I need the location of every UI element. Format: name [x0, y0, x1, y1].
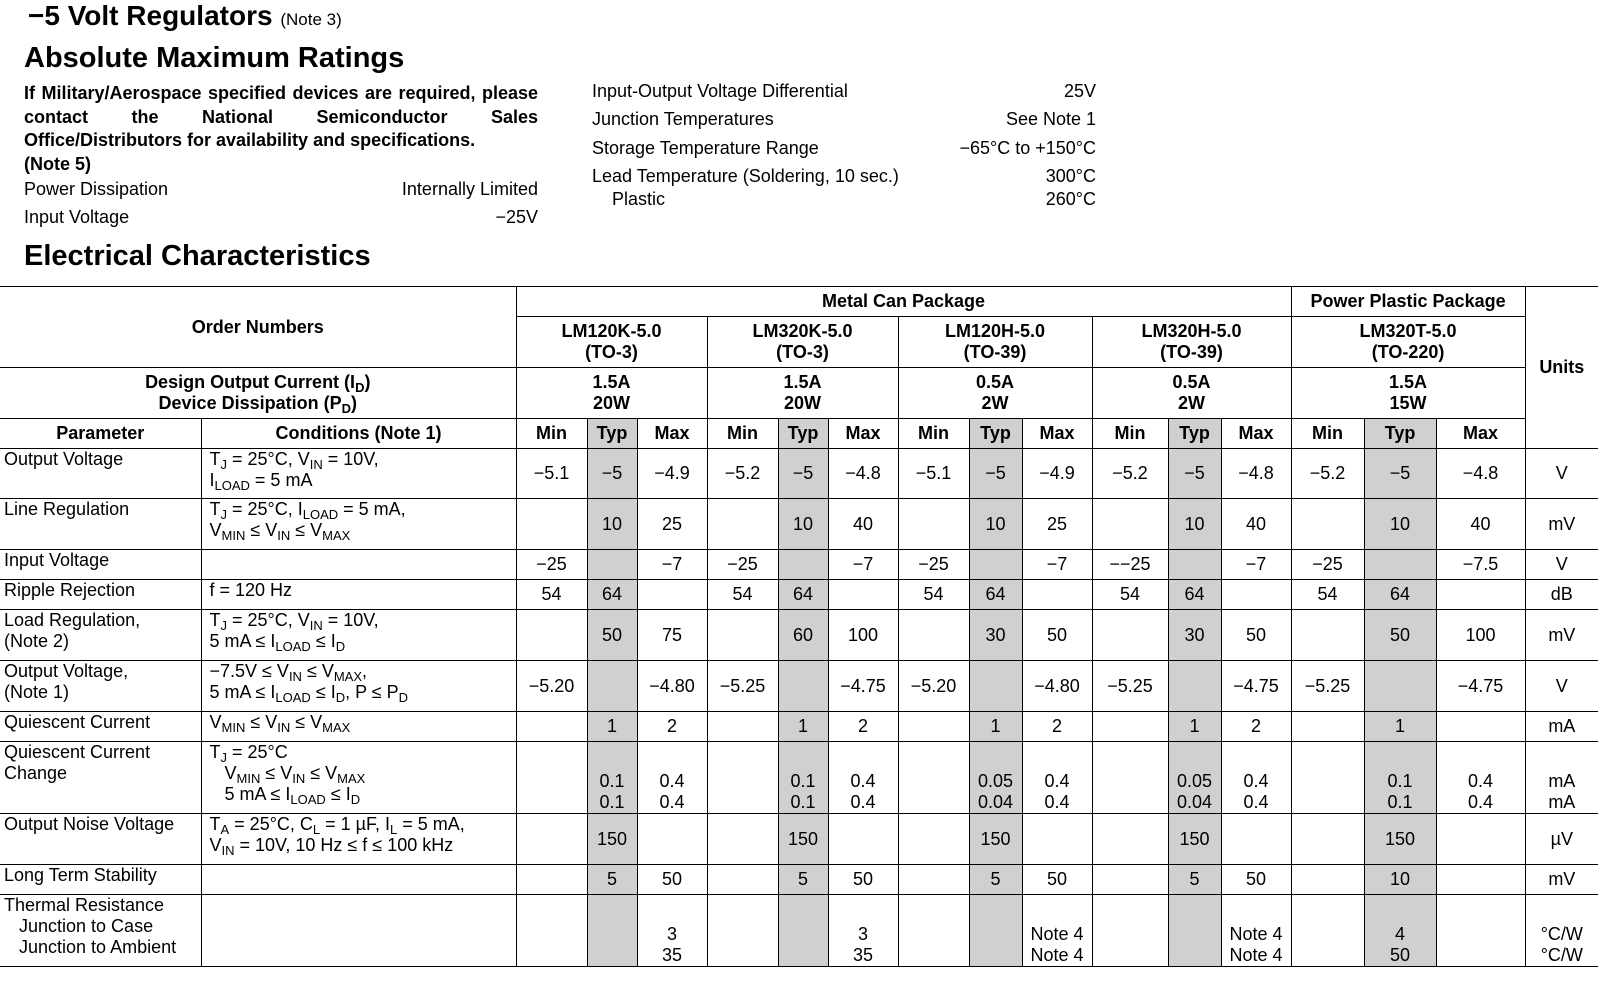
value-cell [898, 499, 969, 550]
parameter-cell: Long Term Stability [0, 865, 201, 895]
value-cell: 10 [587, 499, 637, 550]
value-cell: 1 [969, 712, 1022, 742]
rating-lead-temp: Lead Temperature (Soldering, 10 sec.) 300°C [592, 166, 1096, 186]
value-cell [778, 661, 828, 712]
value-cell [969, 895, 1022, 967]
table-row [0, 449, 1598, 499]
conditions-cell: $T_J = 25^\circ C$, $I_{LOAD} = 5$ mA, $V_{MIN} \le V_{IN} \le V_{MAX}$ [201, 499, 516, 550]
value-cell: −5 [1364, 449, 1436, 499]
value-cell [1291, 499, 1364, 550]
value-cell [778, 550, 828, 580]
value-cell [587, 550, 637, 580]
value-cell: 50 [587, 610, 637, 661]
typ-header: Typ [778, 419, 828, 449]
value-cell: −5 [778, 449, 828, 499]
value-cell [1364, 661, 1436, 712]
parameter-cell: Output Noise Voltage [0, 814, 201, 865]
conditions-cell [201, 550, 516, 580]
value-cell [1436, 865, 1525, 895]
page-title: −5 Volt Regulators (Note 3) [28, 0, 342, 31]
value-cell: 0.4 0.4 [637, 742, 707, 814]
max-header: Max [637, 419, 707, 449]
value-cell: −7.5 [1436, 550, 1525, 580]
value-cell [1168, 550, 1221, 580]
order-numbers-header: Order Numbers [0, 287, 516, 368]
value-cell: −4.80 [1022, 661, 1092, 712]
value-cell: 100 [828, 610, 898, 661]
value-cell: −−25 [1092, 550, 1168, 580]
value-cell: 5 [587, 865, 637, 895]
conditions-cell: $T_J = 25^\circ C$ $V_{MIN} \le V_{IN} \le V_{MAX}$ 5 mA ≤ $I_{LOAD} \le I_D$ [201, 742, 516, 814]
part-rating-lm320t-5.0: 1.5A 15W [1291, 368, 1525, 419]
value-cell: −25 [898, 550, 969, 580]
value-cell [707, 499, 778, 550]
min-header: Min [1291, 419, 1364, 449]
conditions-cell: f = 120 Hz [201, 580, 516, 610]
table-row [0, 499, 1598, 550]
value-cell: −5.1 [516, 449, 587, 499]
amr-heading: Absolute Maximum Ratings [24, 42, 405, 74]
unit-cell: V [1525, 661, 1598, 712]
value-cell [637, 580, 707, 610]
value-cell [587, 895, 637, 967]
value-cell: 150 [1364, 814, 1436, 865]
typ-header: Typ [1168, 419, 1221, 449]
value-cell: −4.80 [637, 661, 707, 712]
value-cell [1092, 742, 1168, 814]
value-cell [1436, 712, 1525, 742]
unit-cell: µV [1525, 814, 1598, 865]
value-cell: 2 [637, 712, 707, 742]
unit-cell: mV [1525, 610, 1598, 661]
value-cell: 150 [778, 814, 828, 865]
value-cell [1291, 814, 1364, 865]
value-cell [1092, 814, 1168, 865]
value-cell [707, 742, 778, 814]
value-cell [1092, 712, 1168, 742]
table-row [0, 895, 1598, 967]
unit-cell: °C/W °C/W [1525, 895, 1598, 967]
table-row [0, 865, 1598, 895]
value-cell: Note 4 Note 4 [1022, 895, 1092, 967]
value-cell: 2 [1022, 712, 1092, 742]
value-cell: 50 [1364, 610, 1436, 661]
value-cell [516, 865, 587, 895]
unit-cell: mV [1525, 499, 1598, 550]
value-cell: −5.25 [1092, 661, 1168, 712]
value-cell [1092, 499, 1168, 550]
value-cell: −4.8 [828, 449, 898, 499]
value-cell [1092, 895, 1168, 967]
value-cell [1291, 742, 1364, 814]
value-cell: −5.25 [1291, 661, 1364, 712]
metal-can-header: Metal Can Package [516, 287, 1291, 317]
conditions-header: Conditions (Note 1) [201, 419, 516, 449]
value-cell: 1 [1168, 712, 1221, 742]
parameter-cell: Ripple Rejection [0, 580, 201, 610]
value-cell [516, 712, 587, 742]
value-cell: −5.2 [1291, 449, 1364, 499]
max-header: Max [1221, 419, 1291, 449]
value-cell [1291, 712, 1364, 742]
value-cell [1221, 814, 1291, 865]
value-cell [707, 895, 778, 967]
parameter-cell: Line Regulation [0, 499, 201, 550]
value-cell: −5 [587, 449, 637, 499]
value-cell [516, 895, 587, 967]
value-cell [707, 814, 778, 865]
max-header: Max [1436, 419, 1525, 449]
value-cell: 54 [1291, 580, 1364, 610]
value-cell [1436, 895, 1525, 967]
value-cell: −7 [1221, 550, 1291, 580]
value-cell: 50 [1221, 865, 1291, 895]
value-cell: 40 [828, 499, 898, 550]
value-cell: 54 [898, 580, 969, 610]
parameter-header: Parameter [0, 419, 201, 449]
value-cell: −4.75 [828, 661, 898, 712]
value-cell: 50 [828, 865, 898, 895]
conditions-cell: $T_A = 25^\circ C$, $C_L = 1$ µF, $I_L = 5$ mA, $V_{IN} = 10V$, 10 Hz ≤ f ≤ 100 kHz [201, 814, 516, 865]
conditions-cell: $-7.5V \le V_{IN} \le V_{MAX}$, 5 mA ≤ $I_{LOAD} \le I_D$, $P \le P_D$ [201, 661, 516, 712]
value-cell: 0.4 0.4 [828, 742, 898, 814]
value-cell: 50 [1221, 610, 1291, 661]
part-rating-lm320h-5.0: 0.5A 2W [1092, 368, 1291, 419]
value-cell: 64 [1168, 580, 1221, 610]
units-header: Units [1525, 287, 1598, 449]
value-cell: 1 [587, 712, 637, 742]
value-cell: −5.2 [1092, 449, 1168, 499]
value-cell [1022, 814, 1092, 865]
value-cell: 0.4 0.4 [1221, 742, 1291, 814]
value-cell: −5.20 [898, 661, 969, 712]
value-cell: −4.9 [637, 449, 707, 499]
value-cell: 150 [587, 814, 637, 865]
value-cell: 3 35 [637, 895, 707, 967]
value-cell [637, 814, 707, 865]
rating-junction-temps: Junction Temperatures See Note 1 [592, 109, 1096, 129]
value-cell: 5 [778, 865, 828, 895]
parameter-cell: Output Voltage [0, 449, 201, 499]
value-cell [516, 814, 587, 865]
value-cell: 30 [1168, 610, 1221, 661]
value-cell: 150 [969, 814, 1022, 865]
value-cell [516, 742, 587, 814]
value-cell [898, 712, 969, 742]
value-cell: 64 [969, 580, 1022, 610]
value-cell: −5.20 [516, 661, 587, 712]
typ-header: Typ [1364, 419, 1436, 449]
value-cell [1436, 814, 1525, 865]
electrical-characteristics-table [0, 286, 1598, 967]
typ-header: Typ [587, 419, 637, 449]
value-cell [1092, 610, 1168, 661]
value-cell: 0.05 0.04 [969, 742, 1022, 814]
min-header: Min [707, 419, 778, 449]
value-cell: −4.9 [1022, 449, 1092, 499]
value-cell: −5 [1168, 449, 1221, 499]
value-cell: 54 [707, 580, 778, 610]
value-cell [1364, 550, 1436, 580]
unit-cell: V [1525, 449, 1598, 499]
design-current-label: Design Output Current $(I_D)$ [145, 372, 371, 395]
rating-lead-temp-plastic: Plastic 260°C [612, 189, 1096, 209]
value-cell: 5 [969, 865, 1022, 895]
value-cell: 1 [1364, 712, 1436, 742]
table-row [0, 661, 1598, 712]
value-cell: 54 [516, 580, 587, 610]
value-cell [1092, 865, 1168, 895]
value-cell: −5.2 [707, 449, 778, 499]
value-cell [516, 499, 587, 550]
device-dissipation-label: Device Dissipation $(P_D)$ [158, 393, 357, 416]
value-cell [707, 610, 778, 661]
min-header: Min [516, 419, 587, 449]
value-cell: −7 [828, 550, 898, 580]
parameter-cell: Load Regulation, (Note 2) [0, 610, 201, 661]
value-cell: 2 [1221, 712, 1291, 742]
value-cell: −4.75 [1436, 661, 1525, 712]
value-cell: 5 [1168, 865, 1221, 895]
value-cell: 50 [1022, 610, 1092, 661]
unit-cell: mA mA [1525, 742, 1598, 814]
conditions-cell [201, 865, 516, 895]
value-cell: 0.1 0.1 [778, 742, 828, 814]
value-cell: 25 [1022, 499, 1092, 550]
unit-cell: V [1525, 550, 1598, 580]
value-cell: −4.8 [1436, 449, 1525, 499]
part-rating-lm120k-5.0: 1.5A 20W [516, 368, 707, 419]
value-cell [898, 742, 969, 814]
rating-storage-temp: Storage Temperature Range −65°C to +150°C [592, 138, 1096, 158]
max-header: Max [828, 419, 898, 449]
value-cell [969, 661, 1022, 712]
part-rating-lm120h-5.0: 0.5A 2W [898, 368, 1092, 419]
value-cell [1221, 580, 1291, 610]
part-number-lm320t-5.0: LM320T-5.0 (TO-220) [1291, 317, 1525, 368]
value-cell [828, 580, 898, 610]
ec-heading: Electrical Characteristics [24, 240, 371, 272]
value-cell: 75 [637, 610, 707, 661]
table-row [0, 712, 1598, 742]
value-cell: 10 [1364, 499, 1436, 550]
table-row [0, 610, 1598, 661]
value-cell [1022, 580, 1092, 610]
value-cell: 64 [778, 580, 828, 610]
rating-io-differential: Input-Output Voltage Differential 25V [592, 81, 1096, 101]
part-number-lm320h-5.0: LM320H-5.0 (TO-39) [1092, 317, 1291, 368]
value-cell: 0.05 0.04 [1168, 742, 1221, 814]
conditions-cell: $V_{MIN} \le V_{IN} \le V_{MAX}$ [201, 712, 516, 742]
value-cell: 0.1 0.1 [1364, 742, 1436, 814]
part-number-lm120h-5.0: LM120H-5.0 (TO-39) [898, 317, 1092, 368]
value-cell: Note 4 Note 4 [1221, 895, 1291, 967]
value-cell: 60 [778, 610, 828, 661]
rating-power-dissipation: Power Dissipation Internally Limited [24, 179, 538, 199]
value-cell: −25 [516, 550, 587, 580]
part-number-lm120k-5.0: LM120K-5.0 (TO-3) [516, 317, 707, 368]
value-cell: −5.25 [707, 661, 778, 712]
value-cell [516, 610, 587, 661]
value-cell: 10 [778, 499, 828, 550]
value-cell: −5.1 [898, 449, 969, 499]
unit-cell: dB [1525, 580, 1598, 610]
value-cell: 25 [637, 499, 707, 550]
value-cell [1291, 610, 1364, 661]
military-warning: If Military/Aerospace specified devices are required, please contact the National Semiconductor Sales Office/Distributors for availability and specifications. (Note 5) [24, 83, 538, 174]
value-cell: −7 [1022, 550, 1092, 580]
value-cell [898, 895, 969, 967]
unit-cell: mA [1525, 712, 1598, 742]
value-cell: 0.4 0.4 [1436, 742, 1525, 814]
value-cell [898, 610, 969, 661]
value-cell: 0.1 0.1 [587, 742, 637, 814]
value-cell: 100 [1436, 610, 1525, 661]
part-rating-lm320k-5.0: 1.5A 20W [707, 368, 898, 419]
value-cell: 150 [1168, 814, 1221, 865]
value-cell [778, 895, 828, 967]
value-cell [587, 661, 637, 712]
value-cell [969, 550, 1022, 580]
table-row [0, 814, 1598, 865]
typ-header: Typ [969, 419, 1022, 449]
min-header: Min [898, 419, 969, 449]
power-plastic-header: Power Plastic Package [1291, 287, 1525, 317]
value-cell: 64 [1364, 580, 1436, 610]
table-row [0, 550, 1598, 580]
conditions-cell [201, 895, 516, 967]
parameter-cell: Output Voltage, (Note 1) [0, 661, 201, 712]
value-cell: 3 35 [828, 895, 898, 967]
design-current-header [0, 368, 516, 419]
parameter-cell: Quiescent Current Change [0, 742, 201, 814]
parameter-cell: Input Voltage [0, 550, 201, 580]
value-cell [707, 712, 778, 742]
value-cell: 10 [969, 499, 1022, 550]
parameter-cell: Thermal Resistance Junction to Case Junction to Ambient [0, 895, 201, 967]
value-cell [1168, 895, 1221, 967]
value-cell: 10 [1168, 499, 1221, 550]
table-row [0, 742, 1598, 814]
value-cell: 10 [1364, 865, 1436, 895]
value-cell: −4.75 [1221, 661, 1291, 712]
value-cell [1168, 661, 1221, 712]
value-cell: 1 [778, 712, 828, 742]
conditions-cell: $T_J = 25^\circ C$, $V_{IN} = 10V$, 5 mA ≤ $I_{LOAD} \le I_D$ [201, 610, 516, 661]
value-cell: −25 [707, 550, 778, 580]
value-cell: −4.8 [1221, 449, 1291, 499]
value-cell [898, 865, 969, 895]
value-cell: 40 [1436, 499, 1525, 550]
value-cell: 40 [1221, 499, 1291, 550]
value-cell: 2 [828, 712, 898, 742]
part-number-lm320k-5.0: LM320K-5.0 (TO-3) [707, 317, 898, 368]
min-header: Min [1092, 419, 1168, 449]
value-cell [1291, 895, 1364, 967]
value-cell [898, 814, 969, 865]
value-cell: −5 [969, 449, 1022, 499]
title-note: (Note 3) [280, 10, 342, 29]
value-cell: −25 [1291, 550, 1364, 580]
unit-cell: mV [1525, 865, 1598, 895]
max-header: Max [1022, 419, 1092, 449]
value-cell: 0.4 0.4 [1022, 742, 1092, 814]
value-cell: 4 50 [1364, 895, 1436, 967]
value-cell: 30 [969, 610, 1022, 661]
value-cell: 64 [587, 580, 637, 610]
value-cell: 50 [1022, 865, 1092, 895]
value-cell [828, 814, 898, 865]
value-cell: 50 [637, 865, 707, 895]
table-row [0, 580, 1598, 610]
value-cell: −7 [637, 550, 707, 580]
value-cell [1436, 580, 1525, 610]
value-cell [707, 865, 778, 895]
conditions-cell: $T_J = 25^\circ C$, $V_{IN} = 10V$, $I_{LOAD} = 5$ mA [201, 449, 516, 499]
rating-input-voltage: Input Voltage −25V [24, 207, 538, 227]
value-cell: 54 [1092, 580, 1168, 610]
value-cell [1291, 865, 1364, 895]
parameter-cell: Quiescent Current [0, 712, 201, 742]
